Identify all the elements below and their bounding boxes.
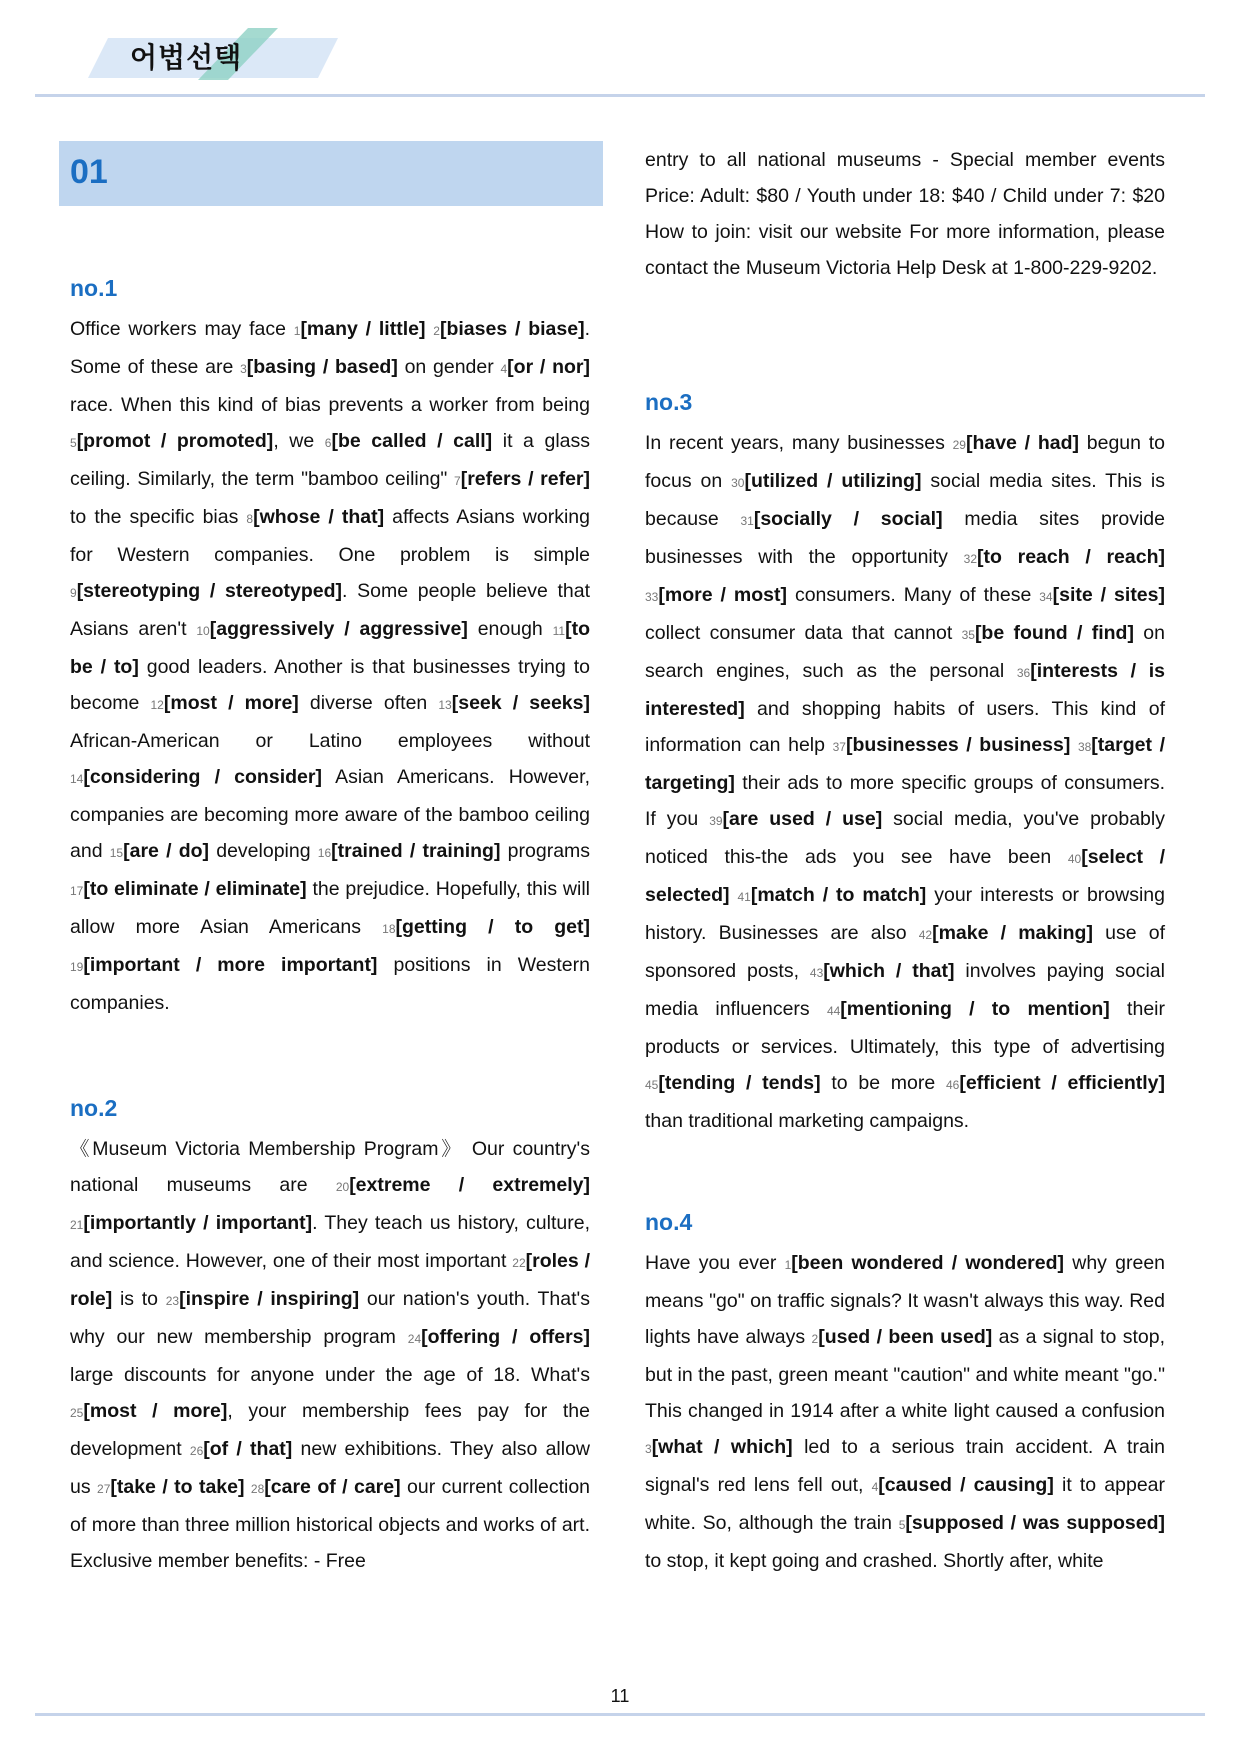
header-divider [35,94,1205,97]
question-text-2: 《Museum Victoria Membership Program》 Our country's national museums are 20[extreme / extremely] 21[importantly / important]. They teach us history, culture, and science. However, one of their most important 22[roles / role] is to 23[inspire / inspiring] our nation's youth. That's why our new membership program 24[offering / offers] large discounts for anyone under the age of 18. What's 25[most / more], your membership fees pay for the development 26[of / that] new exhibitions. They also allow us 27[take / to take] 28[care of / care] our current collection of more than three million historical objects and works of art. Exclusive member benefits: - Free [70,1138,591,1572]
page-header [0,0,1240,105]
question-text-1: Office workers may face 1[many / little] 2[biases / biase]. Some of these are 3[basing / based] on gender 4[or / nor] race. When this kind of bias prevents a worker from being 5[promot / promoted], we 6[be called / call] it a glass ceiling. Similarly, the term "bamboo ceiling" 7[refers / refer] to the specific bias 8[whose / that] affects Asians working for Western companies. One problem is simple 9[stereotyping / stereotyped]. Some people believe that Asians aren't 10[aggressively / aggressive] enough 11[to be / to] good leaders. Another is that businesses trying to become 12[most / more] diverse often 13[seek / seeks] African-American or Latino employees without 14[considering / consider] Asian Americans. However, companies are becoming more aware of the bamboo ceiling and 15[are / do] developing 16[trained / training] programs 17[to eliminate / eliminate] the prejudice. Hopefully, this will allow more Asian Americans 18[getting / to get] 19[important / more important] positions in Western companies. [70,318,591,1014]
question-label-3: no.3 [645,389,693,415]
question-text-3: In recent years, many businesses 29[have / had] begun to focus on 30[utilized / utilizing] social media sites. This is because 31[socially / social] media sites provide businesses with the opportunity 32[to reach / reach] 33[more / most] consumers. Many of these 34[site / sites] collect consumer data that cannot 35[be found / find] on search engines, such as the personal 36[interests / is interested] and shopping habits of users. This kind of information can help 37[businesses / business] 38[target / targeting] their ads to more specific groups of consumers. If you 39[are used / use] social media, you've probably noticed this-the ads you see have been 40[select / selected] 41[match / to match] your interests or browsing history. Businesses are also 42[make / making] use of sponsored posts, 43[which / that] involves paying social media influencers 44[mentioning / to mention] their products or services. Ultimately, this type of advertising 45[tending / tends] to be more 46[efficient / efficiently] than traditional marketing campaigns. [645,432,1166,1132]
question-label-1: no.1 [70,275,118,301]
question-text-2-continued: entry to all national museums - Special member events Price: Adult: $80 / Youth under 18: $40 / Child under 7: $20 How to join: visit our website For more information, please contact the Museum Victoria Help Desk at 1-800-229-9202. [645,149,1165,279]
footer-divider [35,1713,1205,1716]
page-number: 11 [610,1686,630,1706]
question-label-4: no.4 [645,1209,693,1235]
header-title: 어법선택 [130,41,243,74]
section-banner [59,141,603,206]
question-label-2: no.2 [70,1095,118,1121]
section-number: 01 [70,153,108,191]
question-text-4: Have you ever 1[been wondered / wondered] why green means "go" on traffic signals? It wasn't always this way. Red lights have always 2[used / been used] as a signal to stop, but in the past, green meant "caution" and white meant "go." This changed in 1914 after a white light caused a confusion 3[what / which] led to a serious train accident. A train signal's red lens fell out, 4[caused / causing] it to appear white. So, although the train 5[supposed / was supposed] to stop, it kept going and crashed. Shortly after, white [645,1252,1166,1572]
